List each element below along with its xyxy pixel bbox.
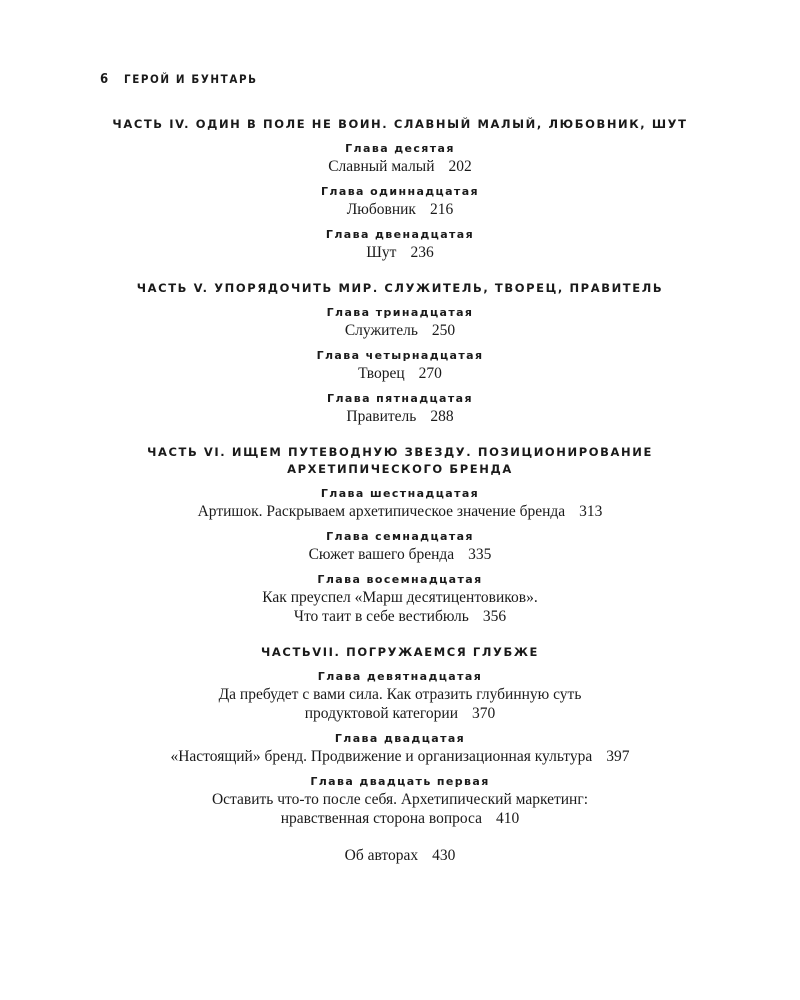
part-title: ЧАСТЬ IV. ОДИН В ПОЛЕ НЕ ВОИН. СЛАВНЫЙ МАЛЫЙ, ЛЮБОВНИК, ШУТ [112,117,688,131]
page-ref: 236 [410,244,434,261]
page-ref: 410 [495,810,520,827]
chapter-17 [0,529,800,564]
chapter-18 [0,572,800,626]
page-ref: 313 [579,503,603,520]
page-ref: 202 [448,158,472,175]
chapter-21 [0,774,800,828]
chapter-13 [0,305,800,340]
page-ref: 335 [468,546,492,563]
chapter-title: Правитель 288 [346,408,454,425]
chapter-12 [0,227,800,262]
page-ref: 430 [432,847,456,864]
page-ref: 216 [429,201,454,218]
chapter-title: Славный малый 202 [328,158,472,175]
chapter-label: Глава одиннадцатая [321,185,479,198]
chapter-label: Глава четырнадцатая [316,349,484,362]
chapter-title: Сюжет вашего бренда 335 [308,546,492,563]
part-title: ЧАСТЬVII. ПОГРУЖАЕМСЯ ГЛУБЖЕ [261,645,539,659]
about-title: Об авторах [344,847,419,864]
chapter-label: Глава тринадцатая [326,306,474,319]
part-vi [0,444,800,626]
table-of-contents [0,116,800,865]
chapter-label: Глава двадцать первая [310,775,490,788]
part-title-line: АРХЕТИПИЧЕСКОГО БРЕНДА [287,462,513,476]
chapter-label: Глава семнадцатая [326,530,474,543]
book-title: ГЕРОЙ И БУНТАРЬ [124,72,258,86]
part-vii [0,644,800,828]
page-ref: 250 [431,322,456,339]
running-head [100,72,258,87]
about-authors [0,846,800,865]
chapter-11 [0,184,800,219]
part-title [0,444,800,478]
chapter-10 [0,141,800,176]
chapter-14 [0,348,800,383]
part-iv [0,116,800,262]
page-ref: 356 [482,608,507,625]
page-ref: 288 [430,408,454,425]
chapter-title: Любовник 216 [346,201,454,218]
chapter-20 [0,731,800,766]
chapter-label: Глава шестнадцатая [320,487,480,500]
chapter-label: Глава десятая [345,142,455,155]
chapter-title: Да пребудет с вами сила. Как отразить глубинную суть продуктовой категории 370 [218,686,582,722]
chapter-title: Шут 236 [366,244,434,261]
chapter-15 [0,391,800,426]
chapter-title: Как преуспел «Марш десятицентовиков». Что таит в себе вестибюль 356 [262,589,538,625]
chapter-label: Глава восемнадцатая [317,573,483,586]
chapter-19 [0,669,800,723]
page-ref: 370 [472,705,496,722]
chapter-label: Глава пятнадцатая [327,392,473,405]
page-ref: 397 [606,748,630,765]
page-number: 6 [100,72,110,87]
part-v [0,280,800,426]
chapter-16 [0,486,800,521]
chapter-title: Творец 270 [358,365,442,382]
chapter-label: Глава двадцатая [334,732,466,745]
chapter-label: Глава девятнадцатая [317,670,483,683]
chapter-title: «Настоящий» бренд. Продвижение и организационная культура 397 [170,748,630,765]
part-title: ЧАСТЬ V. УПОРЯДОЧИТЬ МИР. СЛУЖИТЕЛЬ, ТВОРЕЦ, ПРАВИТЕЛЬ [136,281,664,295]
chapter-label: Глава двенадцатая [325,228,475,241]
page-ref: 270 [418,365,442,382]
chapter-title: Служитель 250 [344,322,456,339]
chapter-title: Артишок. Раскрываем архетипическое значение бренда 313 [197,503,603,520]
part-title-line: ЧАСТЬ VI. ИЩЕМ ПУТЕВОДНУЮ ЗВЕЗДУ. ПОЗИЦИОНИРОВАНИЕ [147,445,653,459]
chapter-title: Оставить что-то после себя. Архетипический маркетинг: нравственная сторона вопроса 410 [211,791,588,827]
